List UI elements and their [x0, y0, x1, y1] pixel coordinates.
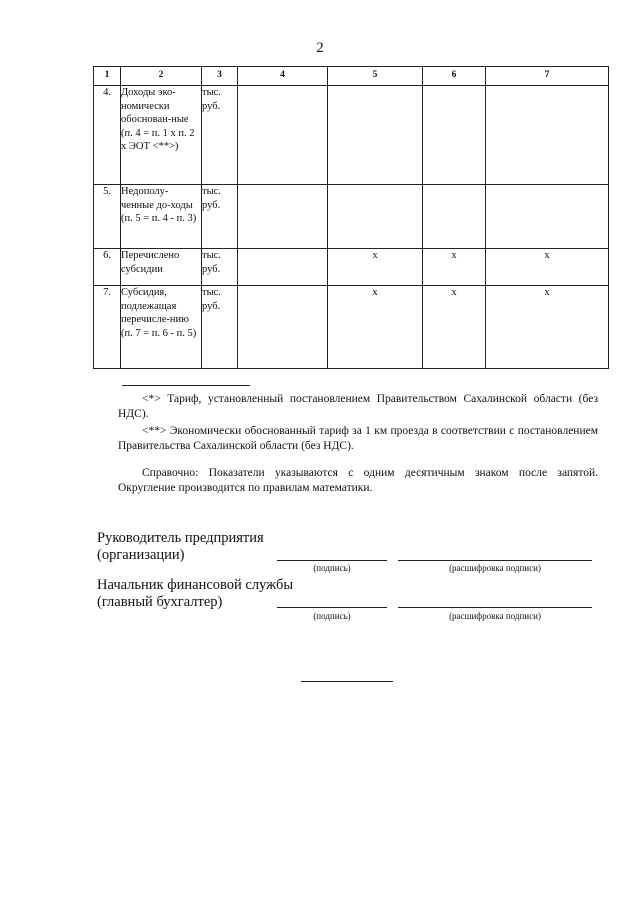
row-number: 6.	[94, 249, 121, 286]
end-rule	[301, 681, 393, 682]
finance-title-line2: (главный бухгалтер)	[97, 594, 223, 610]
table-row	[94, 86, 609, 185]
cell: х	[423, 286, 486, 369]
page-number: 2	[316, 40, 324, 56]
col-header: 3	[202, 67, 238, 86]
finance-signature-caption: (подпись)	[313, 611, 351, 621]
row-name: Субсидия, подлежащая перечисле-нию (п. 7 = п. 6 - п. 5)	[121, 286, 202, 369]
row-unit: тыс. руб.	[202, 185, 238, 249]
cell: х	[423, 249, 486, 286]
table-row	[94, 286, 609, 369]
col-header: 4	[238, 67, 328, 86]
cell	[423, 185, 486, 249]
row-unit: тыс. руб.	[202, 86, 238, 185]
table-row	[94, 185, 609, 249]
finance-signature-line	[277, 607, 387, 608]
row-name: Недополу-ченные до-ходы (п. 5 = п. 4 - п. 3)	[121, 185, 202, 249]
cell	[423, 86, 486, 185]
head-title-line1: Руководитель предприятия	[97, 530, 264, 546]
cell	[328, 86, 423, 185]
cell	[238, 286, 328, 369]
footnote-economic-tariff-text: <**> Экономически обоснованный тариф за 1 км проезда в соответствии с постановлением Правительства Сахалинской области (без НДС).	[118, 425, 598, 452]
cell: х	[486, 286, 609, 369]
footnote-economic-tariff	[118, 424, 598, 454]
cell	[238, 86, 328, 185]
finance-decoding-line	[398, 607, 592, 608]
head-title-line2: (организации)	[97, 547, 185, 563]
head-decoding-line	[398, 560, 592, 561]
finance-decoding-caption: (расшифровка подписи)	[449, 611, 541, 621]
cell	[238, 249, 328, 286]
cell: х	[486, 249, 609, 286]
col-header: 1	[94, 67, 121, 86]
data-table	[93, 66, 609, 369]
col-header: 2	[121, 67, 202, 86]
row-name: Доходы эко-номически обоснован-ные (п. 4 = п. 1 х п. 2 х ЭОТ <**>)	[121, 86, 202, 185]
cell	[328, 185, 423, 249]
table-header-row	[94, 67, 609, 86]
footnote-tariff	[118, 392, 598, 422]
head-decoding-caption: (расшифровка подписи)	[449, 563, 541, 573]
cell	[238, 185, 328, 249]
reference-note	[118, 466, 598, 496]
finance-title-line1: Начальник финансовой службы	[97, 577, 294, 593]
head-signature-line	[277, 560, 387, 561]
footnote-divider	[122, 385, 250, 386]
row-unit: тыс. руб.	[202, 286, 238, 369]
head-title	[97, 530, 264, 564]
cell: х	[328, 249, 423, 286]
col-header: 6	[423, 67, 486, 86]
row-number: 4.	[94, 86, 121, 185]
row-number: 7.	[94, 286, 121, 369]
cell: х	[328, 286, 423, 369]
col-header: 5	[328, 67, 423, 86]
table-row	[94, 249, 609, 286]
finance-title	[97, 577, 293, 611]
footnote-tariff-text: <*> Тариф, установленный постановлением Правительством Сахалинской области (без НДС).	[118, 393, 598, 420]
cell	[486, 185, 609, 249]
col-header: 7	[486, 67, 609, 86]
row-number: 5.	[94, 185, 121, 249]
row-unit: тыс. руб.	[202, 249, 238, 286]
cell	[486, 86, 609, 185]
head-signature-caption: (подпись)	[313, 563, 351, 573]
row-name: Перечислено субсидии	[121, 249, 202, 286]
reference-note-text: Справочно: Показатели указываются с одним десятичным знаком после запятой. Округление производится по правилам математики.	[118, 467, 598, 494]
